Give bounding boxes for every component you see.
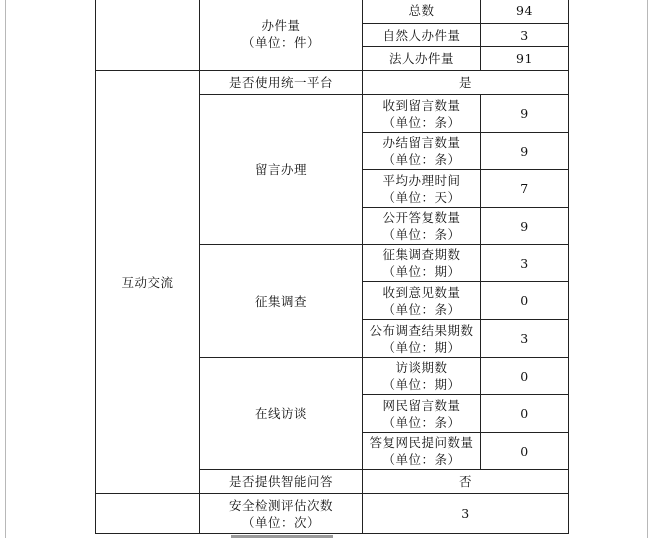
opinions-label-cell [363,282,481,320]
survey-results-unit: （单位：期） [382,339,461,355]
received-msgs-value: 9 [481,95,569,133]
survey-label: 征集调查 [200,245,363,358]
interview-sessions-unit: （单位：期） [382,377,461,392]
table-cell [96,494,200,534]
legal-person-value: 91 [481,47,569,71]
items-handled-label: 办件量 [261,17,301,33]
survey-results-label-cell [363,320,481,358]
published-replies-unit: （单位：条） [382,227,461,242]
smart-qa-label: 是否提供智能问答 [200,470,363,494]
table-row [96,0,569,24]
total-label: 总数 [363,0,481,24]
survey-issues-label-cell [363,245,481,282]
interview-sessions-value: 0 [481,358,569,395]
page-edge-right [647,0,648,538]
items-handled-unit: （单位：件） [241,34,320,50]
messages-label: 留言办理 [200,95,363,245]
smart-qa-value: 否 [363,470,569,494]
table-cell [96,0,200,71]
online-interview-label: 在线访谈 [200,358,363,470]
security-checks-label: 安全检测评估次数 [228,497,333,513]
opinions-label: 收到意见数量 [382,284,461,300]
avg-time-label: 平均办理时间 [382,172,461,188]
netizen-msgs-unit: （单位：条） [382,414,461,430]
legal-person-label: 法人办件量 [363,47,481,71]
concluded-msgs-label-cell [363,133,481,170]
survey-results-value: 3 [481,320,569,358]
avg-time-value: 7 [481,170,569,208]
survey-issues-value: 3 [481,245,569,282]
table-row [96,494,569,534]
netizen-msgs-value: 0 [481,395,569,433]
table-row [96,71,569,95]
avg-time-label-cell [363,170,481,208]
published-replies-label: 公开答复数量 [382,210,461,225]
items-handled-label-cell [200,0,363,71]
interaction-label: 互动交流 [96,71,200,494]
unified-platform-value: 是 [363,71,569,95]
statistics-table [95,0,569,534]
published-replies-value: 9 [481,208,569,245]
received-msgs-label: 收到留言数量 [382,97,461,113]
avg-time-unit: （单位：天） [382,189,461,205]
netizen-msgs-label: 网民留言数量 [382,397,461,413]
total-value: 94 [481,0,569,24]
survey-issues-unit: （单位：期） [382,264,461,279]
natural-person-label: 自然人办件量 [363,24,481,47]
security-checks-value: 3 [363,494,569,534]
received-msgs-label-cell [363,95,481,133]
published-replies-label-cell [363,208,481,245]
natural-person-value: 3 [481,24,569,47]
security-checks-unit: （单位：次） [241,514,320,530]
opinions-value: 0 [481,282,569,320]
interview-sessions-label: 访谈期数 [395,360,448,375]
received-msgs-unit: （单位：条） [382,114,461,130]
interview-sessions-label-cell [363,358,481,395]
page-edge-left [5,0,6,538]
answered-questions-unit: （单位：条） [382,452,461,467]
concluded-msgs-value: 9 [481,133,569,170]
opinions-unit: （单位：条） [382,301,461,317]
survey-issues-label: 征集调查期数 [382,247,461,262]
answered-questions-label: 答复网民提问数量 [369,435,474,450]
unified-platform-label: 是否使用统一平台 [200,71,363,95]
security-checks-label-cell [200,494,363,534]
survey-results-label: 公布调查结果期数 [369,322,474,338]
answered-questions-label-cell [363,433,481,470]
answered-questions-value: 0 [481,433,569,470]
netizen-msgs-label-cell [363,395,481,433]
concluded-msgs-unit: （单位：条） [382,152,461,167]
concluded-msgs-label: 办结留言数量 [382,135,461,150]
